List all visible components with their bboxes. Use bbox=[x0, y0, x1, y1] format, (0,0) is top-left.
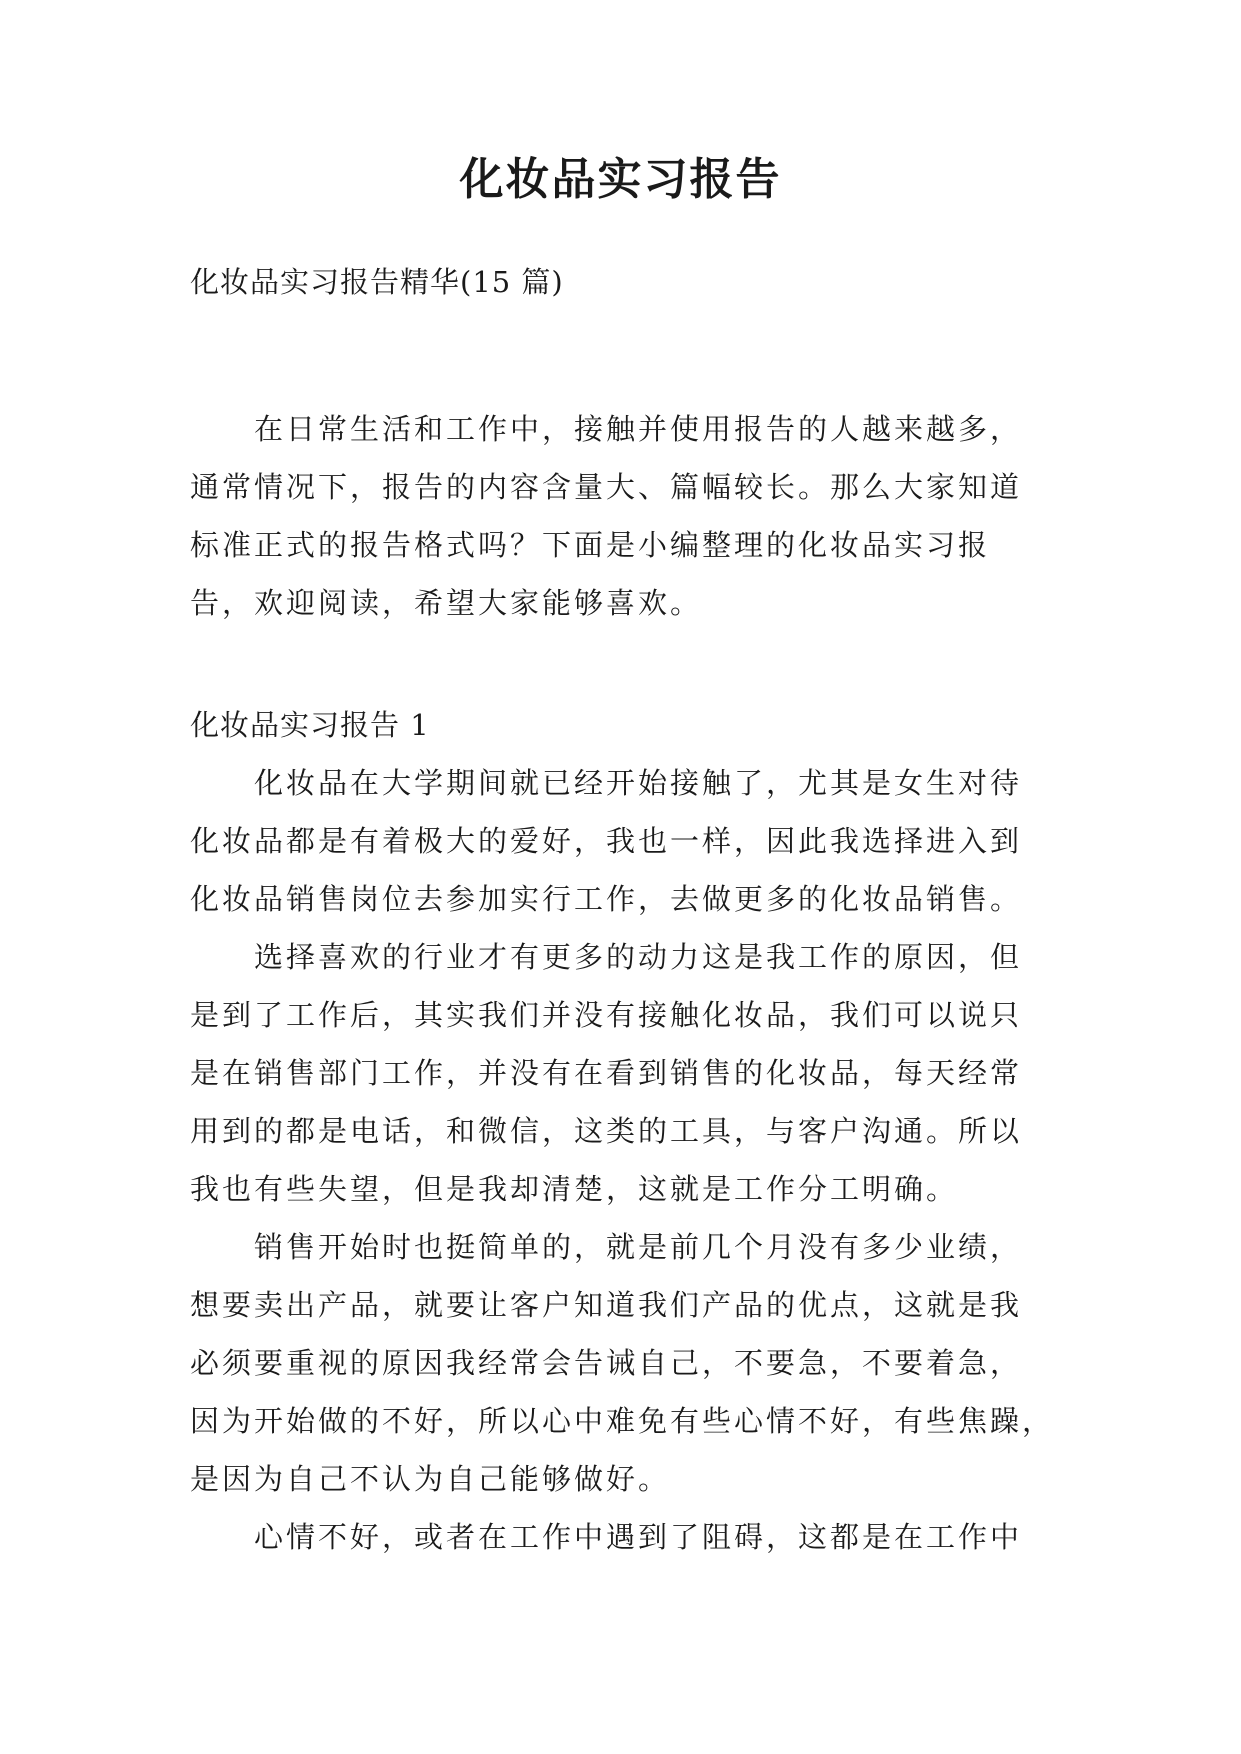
paragraph-line: 是到了工作后，其实我们并没有接触化妆品，我们可以说只 bbox=[190, 998, 1023, 1032]
section-1 bbox=[190, 696, 1070, 1566]
paragraph-line: 选择喜欢的行业才有更多的动力这是我工作的原因，但 bbox=[190, 940, 1023, 974]
document-subtitle: 化妆品实习报告精华(15 篇) bbox=[190, 265, 564, 299]
body-paragraph bbox=[190, 1218, 1070, 1508]
paragraph-line: 我也有些失望，但是我却清楚，这就是工作分工明确。 bbox=[190, 1172, 959, 1206]
intro-line: 在日常生活和工作中，接触并使用报告的人越来越多， bbox=[190, 412, 1023, 446]
intro-line: 标准正式的报告格式吗？下面是小编整理的化妆品实习报 bbox=[190, 528, 991, 562]
section-heading: 化妆品实习报告 1 bbox=[190, 708, 430, 742]
paragraph-line: 化妆品都是有着极大的爱好，我也一样，因此我选择进入到 bbox=[190, 824, 1023, 858]
paragraph-line: 想要卖出产品，就要让客户知道我们产品的优点，这就是我 bbox=[190, 1288, 1023, 1322]
intro-line: 告，欢迎阅读，希望大家能够喜欢。 bbox=[190, 586, 703, 620]
paragraph-line: 销售开始时也挺简单的，就是前几个月没有多少业绩， bbox=[190, 1230, 1023, 1264]
paragraph-line: 用到的都是电话，和微信，这类的工具，与客户沟通。所以 bbox=[190, 1114, 1023, 1148]
paragraph-line: 是在销售部门工作，并没有在看到销售的化妆品，每天经常 bbox=[190, 1056, 1023, 1090]
paragraph-line: 必须要重视的原因我经常会告诫自己，不要急，不要着急， bbox=[190, 1346, 1023, 1380]
paragraph-line: 心情不好，或者在工作中遇到了阻碍，这都是在工作中 bbox=[190, 1520, 1023, 1554]
intro-line: 通常情况下，报告的内容含量大、篇幅较长。那么大家知道 bbox=[190, 470, 1023, 504]
paragraph-line: 化妆品在大学期间就已经开始接触了，尤其是女生对待 bbox=[190, 766, 1023, 800]
body-paragraph bbox=[190, 1508, 1070, 1566]
intro-paragraph bbox=[190, 400, 1070, 632]
paragraph-line: 因为开始做的不好，所以心中难免有些心情不好，有些焦躁， bbox=[190, 1404, 1055, 1438]
document-title: 化妆品实习报告 bbox=[459, 154, 782, 205]
body-paragraph bbox=[190, 754, 1070, 928]
paragraph-line: 是因为自己不认为自己能够做好。 bbox=[190, 1462, 671, 1496]
body-paragraph bbox=[190, 928, 1070, 1218]
paragraph-line: 化妆品销售岗位去参加实行工作，去做更多的化妆品销售。 bbox=[190, 882, 1023, 916]
